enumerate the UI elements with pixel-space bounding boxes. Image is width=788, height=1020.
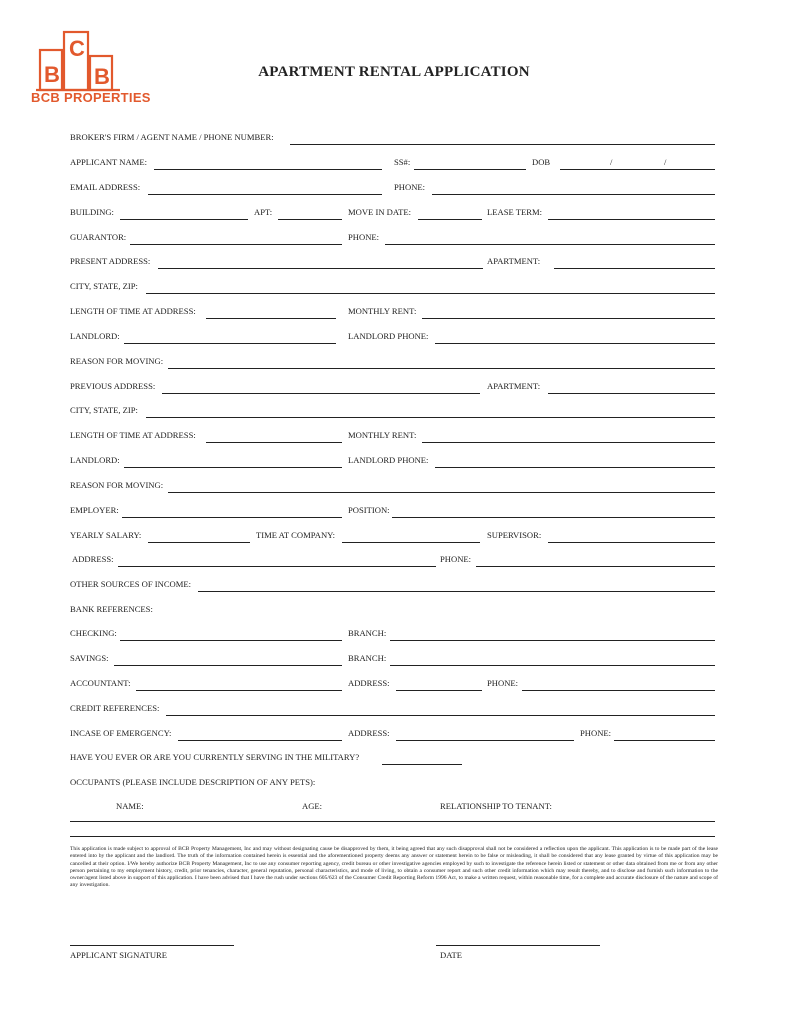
present-landlord-label: LANDLORD:: [70, 331, 120, 341]
employer-address-field[interactable]: [118, 566, 436, 567]
checking-branch-label: BRANCH:: [348, 628, 387, 638]
lease-term-field[interactable]: [548, 219, 715, 220]
applicant-signature-field[interactable]: [70, 945, 234, 946]
logo-letter-b2: B: [94, 64, 110, 89]
broker-field[interactable]: [290, 144, 715, 145]
emergency-address-field[interactable]: [396, 740, 574, 741]
present-city-label: CITY, STATE, ZIP:: [70, 281, 138, 291]
savings-branch-label: BRANCH:: [348, 653, 387, 663]
present-reason-field[interactable]: [168, 368, 715, 369]
position-label: POSITION:: [348, 505, 390, 515]
savings-branch-field[interactable]: [390, 665, 715, 666]
military-field[interactable]: [382, 764, 462, 765]
previous-rent-label: MONTHLY RENT:: [348, 430, 417, 440]
accountant-phone-field[interactable]: [522, 690, 715, 691]
previous-address-field[interactable]: [162, 393, 480, 394]
email-label: EMAIL ADDRESS:: [70, 182, 141, 192]
dob-separator: /: [610, 157, 613, 167]
present-length-field[interactable]: [206, 318, 336, 319]
building-label: BUILDING:: [70, 207, 114, 217]
previous-landlord-phone-field[interactable]: [435, 467, 715, 468]
present-length-label: LENGTH OF TIME AT ADDRESS:: [70, 306, 196, 316]
phone-field[interactable]: [432, 194, 715, 195]
broker-label: BROKER'S FIRM / AGENT NAME / PHONE NUMBER:: [70, 132, 274, 142]
previous-landlord-phone-label: LANDLORD PHONE:: [348, 455, 429, 465]
supervisor-field[interactable]: [548, 542, 715, 543]
time-company-field[interactable]: [342, 542, 480, 543]
previous-city-label: CITY, STATE, ZIP:: [70, 405, 138, 415]
page-title: APARTMENT RENTAL APPLICATION: [258, 64, 530, 80]
previous-reason-field[interactable]: [168, 492, 715, 493]
previous-landlord-field[interactable]: [124, 467, 342, 468]
logo-letter-c: C: [69, 36, 85, 61]
emergency-address-label: ADDRESS:: [348, 728, 390, 738]
guarantor-phone-field[interactable]: [385, 244, 715, 245]
time-company-label: TIME AT COMPANY:: [256, 530, 335, 540]
previous-length-label: LENGTH OF TIME AT ADDRESS:: [70, 430, 196, 440]
yearly-salary-field[interactable]: [148, 542, 250, 543]
present-landlord-phone-field[interactable]: [435, 343, 715, 344]
email-field[interactable]: [148, 194, 382, 195]
present-apartment-field[interactable]: [554, 268, 715, 269]
employer-field[interactable]: [122, 517, 342, 518]
ss-field[interactable]: [414, 169, 526, 170]
phone-label: PHONE:: [394, 182, 426, 192]
disclaimer-text: This application is made subject to approval of BCB Property Management, Inc and may without designating cause be disapproved by them, it being agreed that any such disapproval shall not be considered a reflection upon the applicant. This application is to be made part of the lease entered into by the applicant and the landlord. The truth of the information contained herein is essential and the aforementioned property deems any answer or statement herein to be false or misleading, it shall be considered that any lease granted by virtue of this application may be cancelled at their option. I/We hereby authorize BCB Property Management, Inc to use any consumer reporting agency, credit bureau or other investigative agencies employed by such to investigate the reference herein listed or statement or other data obtained from me or from any other person pertaining to my employment history, credit, prior tenancies, character, general reputation, personal characteristics, and mode of living, to obtain a consumer report and such other credit information which may result thereby, and to disclose and furnish such information to the owner/agent listed above in support of this application. I have been advised that I have the rush under sections 605/623 of the Consumer Credit Reporting Reform 1996 Act, to make a written request, within reasonable time, for a complete and accurate disclosure of the nature and scope of any investigation.: [70, 846, 718, 889]
checking-field[interactable]: [120, 640, 342, 641]
military-label: HAVE YOU EVER OR ARE YOU CURRENTLY SERVING IN THE MILITARY?: [70, 752, 360, 762]
applicant-name-label: APPLICANT NAME:: [70, 157, 147, 167]
occupant-age-header: AGE:: [302, 801, 323, 811]
present-reason-label: REASON FOR MOVING:: [70, 356, 164, 366]
present-city-field[interactable]: [146, 293, 715, 294]
present-landlord-field[interactable]: [124, 343, 336, 344]
employer-label: EMPLOYER:: [70, 505, 119, 515]
dob-label: DOB: [532, 157, 551, 167]
employer-phone-label: PHONE:: [440, 554, 472, 564]
applicant-name-field[interactable]: [154, 169, 382, 170]
emergency-phone-field[interactable]: [614, 740, 715, 741]
emergency-label: INCASE OF EMERGENCY:: [70, 728, 172, 738]
guarantor-field[interactable]: [130, 244, 342, 245]
occupant-line[interactable]: [70, 836, 715, 837]
employer-phone-field[interactable]: [476, 566, 715, 567]
supervisor-label: SUPERVISOR:: [487, 530, 542, 540]
other-income-field[interactable]: [198, 591, 715, 592]
credit-references-field[interactable]: [166, 715, 715, 716]
apt-label: APT:: [254, 207, 273, 217]
occupant-name-header: NAME:: [116, 801, 144, 811]
guarantor-phone-label: PHONE:: [348, 232, 380, 242]
previous-landlord-label: LANDLORD:: [70, 455, 120, 465]
previous-length-field[interactable]: [206, 442, 342, 443]
position-field[interactable]: [392, 517, 715, 518]
emergency-phone-label: PHONE:: [580, 728, 612, 738]
building-field[interactable]: [120, 219, 248, 220]
employer-address-label: ADDRESS:: [72, 554, 114, 564]
previous-apartment-field[interactable]: [548, 393, 715, 394]
date-label: DATE: [440, 950, 462, 960]
savings-label: SAVINGS:: [70, 653, 109, 663]
apt-field[interactable]: [278, 219, 342, 220]
savings-field[interactable]: [114, 665, 342, 666]
present-apartment-label: APARTMENT:: [487, 256, 541, 266]
dob-field[interactable]: [560, 169, 715, 170]
guarantor-label: GUARANTOR:: [70, 232, 127, 242]
previous-rent-field[interactable]: [422, 442, 715, 443]
yearly-salary-label: YEARLY SALARY:: [70, 530, 142, 540]
present-address-field[interactable]: [158, 268, 483, 269]
move-in-field[interactable]: [418, 219, 482, 220]
present-rent-label: MONTHLY RENT:: [348, 306, 417, 316]
checking-branch-field[interactable]: [390, 640, 715, 641]
present-landlord-phone-label: LANDLORD PHONE:: [348, 331, 429, 341]
accountant-label: ACCOUNTANT:: [70, 678, 131, 688]
logo-letter-b1: B: [44, 62, 60, 87]
previous-address-label: PREVIOUS ADDRESS:: [70, 381, 156, 391]
other-income-label: OTHER SOURCES OF INCOME:: [70, 579, 192, 589]
emergency-field[interactable]: [178, 740, 342, 741]
accountant-address-label: ADDRESS:: [348, 678, 390, 688]
previous-city-field[interactable]: [146, 417, 715, 418]
present-address-label: PRESENT ADDRESS:: [70, 256, 151, 266]
logo-name: BCB PROPERTIES: [31, 90, 151, 105]
accountant-field[interactable]: [136, 690, 342, 691]
move-in-label: MOVE IN DATE:: [348, 207, 412, 217]
present-rent-field[interactable]: [422, 318, 715, 319]
ss-label: SS#:: [394, 157, 411, 167]
dob-separator: /: [664, 157, 667, 167]
occupants-label: OCCUPANTS (PLEASE INCLUDE DESCRIPTION OF ANY PETS):: [70, 777, 316, 787]
occupant-line[interactable]: [70, 821, 715, 822]
credit-references-label: CREDIT REFERENCES:: [70, 703, 160, 713]
applicant-signature-label: APPLICANT SIGNATURE: [70, 950, 168, 960]
previous-apartment-label: APARTMENT:: [487, 381, 541, 391]
date-field[interactable]: [436, 945, 600, 946]
checking-label: CHECKING:: [70, 628, 117, 638]
accountant-phone-label: PHONE:: [487, 678, 519, 688]
bank-references-heading: BANK REFERENCES:: [70, 604, 153, 614]
lease-term-label: LEASE TERM:: [487, 207, 542, 217]
occupant-relationship-header: RELATIONSHIP TO TENANT:: [440, 801, 552, 811]
previous-reason-label: REASON FOR MOVING:: [70, 480, 164, 490]
accountant-address-field[interactable]: [396, 690, 482, 691]
